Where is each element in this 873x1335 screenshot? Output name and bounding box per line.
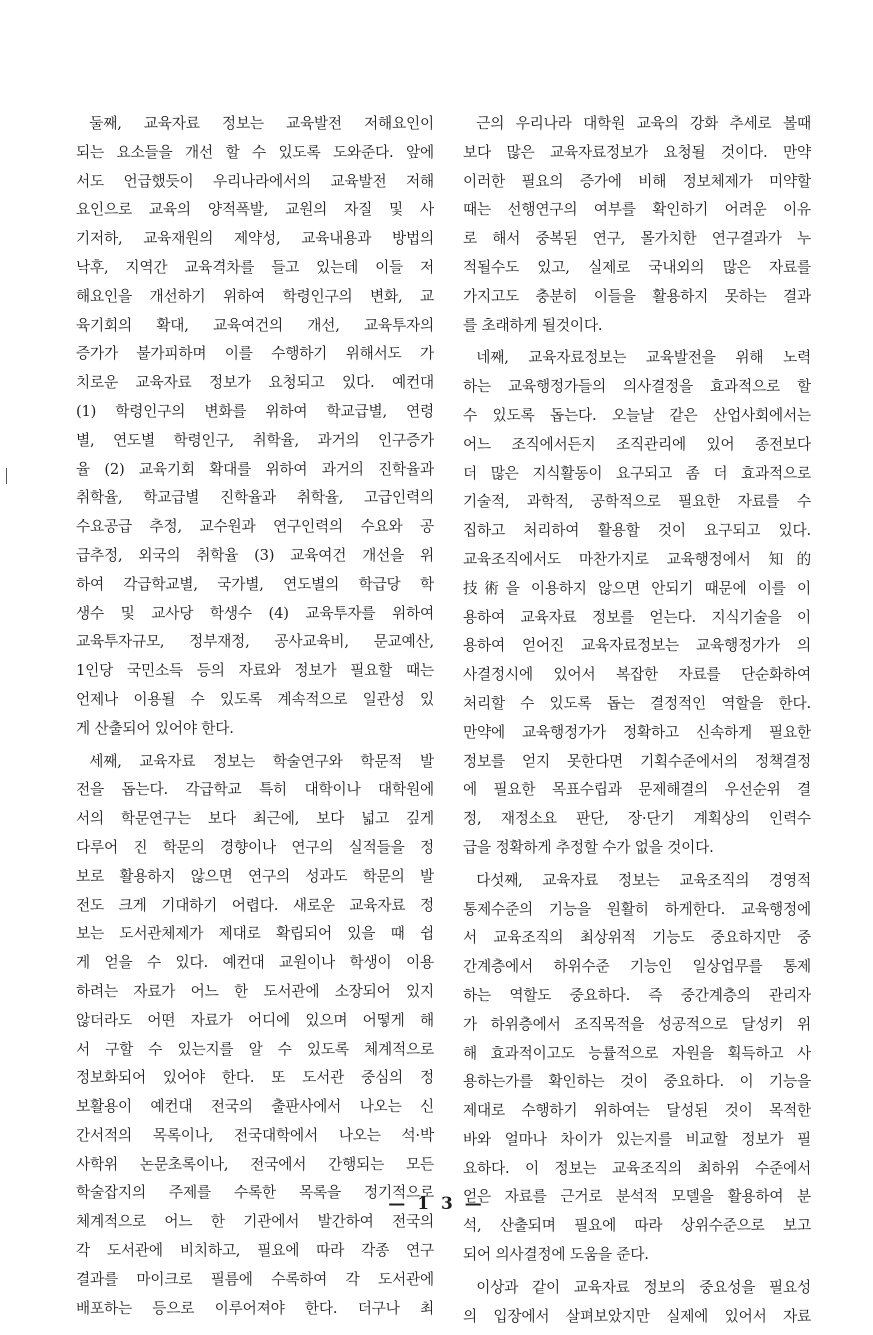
text-line: 사결정시에 있어서 복잡한 자료를 단순화하여 [463,666,811,684]
text-line: 게 산출되어 있어야 한다. [76,719,234,737]
text-line: 치로운 교육자료 정보가 요청되고 있다. 예컨대 [76,374,434,392]
paragraph [463,110,811,340]
text-line: 의 입장에서 살펴보았지만 실제에 있어서 자료 [463,1307,811,1325]
text-line: 배포하는 등으로 이루어져야 한다. 더구나 최 [76,1299,434,1317]
text-line: 육기회의 확대, 교육여건의 개선, 교육투자의 [76,316,434,334]
text-line: 하려는 자료가 어느 한 도서관에 소장되어 있지 [76,982,434,1000]
text-line: 에 필요한 목표수립과 문제해결의 우선순위 결 [463,781,811,799]
text-line: 게 얻을 수 있다. 예컨대 교원이나 학생이 이용 [76,954,434,972]
text-line: 되어 의사결정에 도움을 준다. [463,1246,649,1264]
text-line: 로 해서 중복된 연구, 몰가치한 연구결과가 누 [463,230,811,248]
text-line: 얻은 자료를 근거로 분석적 모델을 활용하여 분 [463,1188,811,1206]
text-line: 해 효과적이고도 능률적으로 자원을 획득하고 사 [463,1044,811,1062]
paragraph [76,748,434,1324]
text-line: 둘째, 교육자료 정보는 교육발전 저해요인이 [89,115,434,132]
text-line: 급추정, 외국의 취학율 (3) 교육여건 개선을 위 [76,546,434,564]
text-line: 때는 선행연구의 여부를 확인하기 어려운 이유 [463,201,811,219]
text-line: 적될수도 있고, 실제로 국내외의 많은 자료를 [463,258,811,276]
text-line: 집하고 처리하여 활용할 것이 요구되고 있다. [463,522,811,540]
text-line: 학술잡지의 주제를 수록한 목록을 정기적으로 [76,1184,434,1202]
text-line: 전을 돕는다. 각급학교 특히 대학이나 대학원에 [76,781,434,799]
text-line: 각 도서관에 비치하고, 필요에 따라 각종 연구 [76,1242,434,1260]
text-line: 이상과 같이 교육자료 정보의 중요성을 필요성 [476,1278,811,1296]
left-column [76,110,434,1327]
text-line: 용하는가를 확인하는 것이 중요하다. 이 기능을 [463,1073,811,1091]
text-line: 요하다. 이 정보는 교육조직의 최하위 수준에서 [463,1159,811,1177]
text-line: 간서적의 목록이나, 전국대학에서 나오는 석·박 [76,1126,434,1144]
text-line: 정보를 얻지 못한다면 기획수준에서의 정책결정 [463,752,811,770]
paragraph [463,1274,811,1332]
text-line: 교육투자규모, 정부재정, 공사교육비, 문교예산, [76,633,434,651]
text-line: 더 많은 지식활동이 요구되고 좀 더 효과적으로 [463,464,811,482]
text-line: 수 있도록 돕는다. 오늘날 같은 산업사회에서는 [463,406,811,424]
text-line: 간계층에서 하위수준 기능인 일상업무를 통제 [463,958,811,976]
text-line: 수요공급 추정, 교수원과 연구인력의 수요와 공 [76,518,434,536]
text-line: 교육조직에서도 마찬가지로 교육행정에서 知的 [463,550,811,568]
text-line: 서의 학문연구는 보다 최근에, 보다 넓고 깊게 [76,810,434,828]
text-line: 가지고도 충분히 이들을 활용하지 못하는 결과 [463,287,811,305]
text-line: 기술적, 과학적, 공학적으로 필요한 자료를 수 [463,493,811,511]
text-line: 용하여 교육자료 정보를 얻는다. 지식기술을 이 [463,608,811,626]
text-line: 技術을 이용하지 않으면 안되기 때문에 이를 이 [463,579,811,597]
text-line: 하는 역할도 중요하다. 즉 중간계층의 관리자 [463,986,811,1004]
text-line: 를 초래하게 될것이다. [463,316,603,334]
text-line: 이러한 필요의 증가에 비해 정보체제가 미약할 [463,172,811,190]
text-line: 만약에 교육행정가가 정확하고 신속하게 필요한 [463,723,811,741]
text-line: 제대로 수행하기 위하여는 달성된 것이 목적한 [463,1102,811,1120]
text-line: 생수 및 교사당 학생수 (4) 교육투자를 위하여 [76,604,434,622]
text-line: 서 교육조직의 최상위적 기능도 중요하지만 중 [463,929,811,947]
margin-mark [6,468,7,484]
text-line: 급을 정확하게 추정할 수가 없을 것이다. [463,838,714,856]
text-line: 낙후, 지역간 교육격차를 들고 있는데 이들 저 [76,258,434,276]
paragraph [463,344,811,862]
text-line: 하여 각급학교별, 국가별, 연도별의 학급당 학 [76,575,434,593]
text-line: 하는 교육행정가들의 의사결정을 효과적으로 할 [463,378,811,396]
text-line: 사학위 논문초록이나, 전국에서 간행되는 모든 [76,1155,434,1173]
text-line: 바와 얼마나 차이가 있는지를 비교할 정보가 필 [463,1130,811,1148]
text-line: 서 구할 수 있는지를 알 수 있도록 체계적으로 [76,1040,434,1058]
text-line: 가 하위층에서 조직목적을 성공적으로 달성키 위 [463,1015,811,1033]
text-line: 석, 산출되며 필요에 따라 상위수준으로 보고 [463,1217,811,1235]
text-line: 용하여 얻어진 교육자료정보는 교육행정가가 의 [463,637,811,655]
text-line: 언제나 이용될 수 있도록 계속적으로 일관성 있 [76,690,434,708]
text-line: 근의 우리나라 대학원 교육의 강화 추세로 볼때 [476,115,811,132]
text-line: 해요인을 개선하기 위하여 학령인구의 변화, 교 [76,287,434,305]
text-line: 서도 언급했듯이 우리나라에서의 교육발전 저해 [76,172,434,190]
text-line: 결과를 마이크로 필름에 수록하여 각 도서관에 [76,1270,434,1288]
text-line: 보다 많은 교육자료정보가 요청될 것이다. 만약 [463,143,811,161]
text-line: 되는 요소들을 개선 할 수 있도록 도와준다. 앞에 [76,143,434,161]
text-line: 처리할 수 있도록 돕는 결정적인 역할을 한다. [463,694,811,712]
text-line: 다루어 진 학문의 경향이나 연구의 실적들을 정 [76,838,434,856]
text-line: 증가가 불가피하며 이를 수행하기 위해서도 가 [76,345,434,363]
text-line: 다섯째, 교육자료 정보는 교육조직의 경영적 [476,871,811,889]
right-column [463,110,811,1335]
text-line: 요인으로 교육의 양적폭발, 교원의 자질 및 사 [76,201,434,219]
text-line: 전도 크게 기대하기 어렵다. 새로운 교육자료 정 [76,896,434,914]
text-line: 기저하, 교육재원의 제약성, 교육내용과 방법의 [76,230,434,248]
text-line: 보는 도서관체제가 제대로 확립되어 있을 때 쉽 [76,925,434,943]
text-line: (1) 학령인구의 변화를 위하여 학교급별, 연령 [76,402,434,420]
paragraph [76,110,434,744]
text-line: 보로 활용하지 않으면 연구의 성과도 학문의 발 [76,867,434,885]
text-line: 율 (2) 교육기회 확대를 위하여 과거의 진학율과 [76,460,434,478]
text-line: 별, 연도별 학령인구, 취학율, 과거의 인구증가 [76,431,434,449]
text-line: 1인당 국민소득 등의 자료와 정보가 필요할 때는 [76,662,434,680]
text-line: 취학율, 학교급별 진학율과 취학율, 고급인력의 [76,489,434,507]
text-line: 정보화되어 있어야 한다. 또 도서관 중심의 정 [76,1069,434,1087]
text-line: 어느 조직에서든지 조직관리에 있어 종전보다 [463,435,811,453]
text-line: 않더라도 어떤 자료가 어디에 있으며 어떻게 해 [76,1011,434,1029]
text-line: 세째, 교육자료 정보는 학술연구와 학문적 발 [89,752,434,770]
text-line: 보활용이 예컨대 전국의 출판사에서 나오는 신 [76,1098,434,1116]
text-line: 체계적으로 어느 한 기관에서 발간하여 전국의 [76,1213,434,1231]
page-number: — 1 3 — [388,1194,485,1214]
text-line: 네째, 교육자료정보는 교육발전을 위해 노력 [476,349,811,367]
text-line: 정, 재정소요 판단, 장·단기 계획상의 인력수 [463,810,811,828]
text-line: 통제수준의 기능을 원활히 하게한다. 교육행정에 [463,900,811,918]
